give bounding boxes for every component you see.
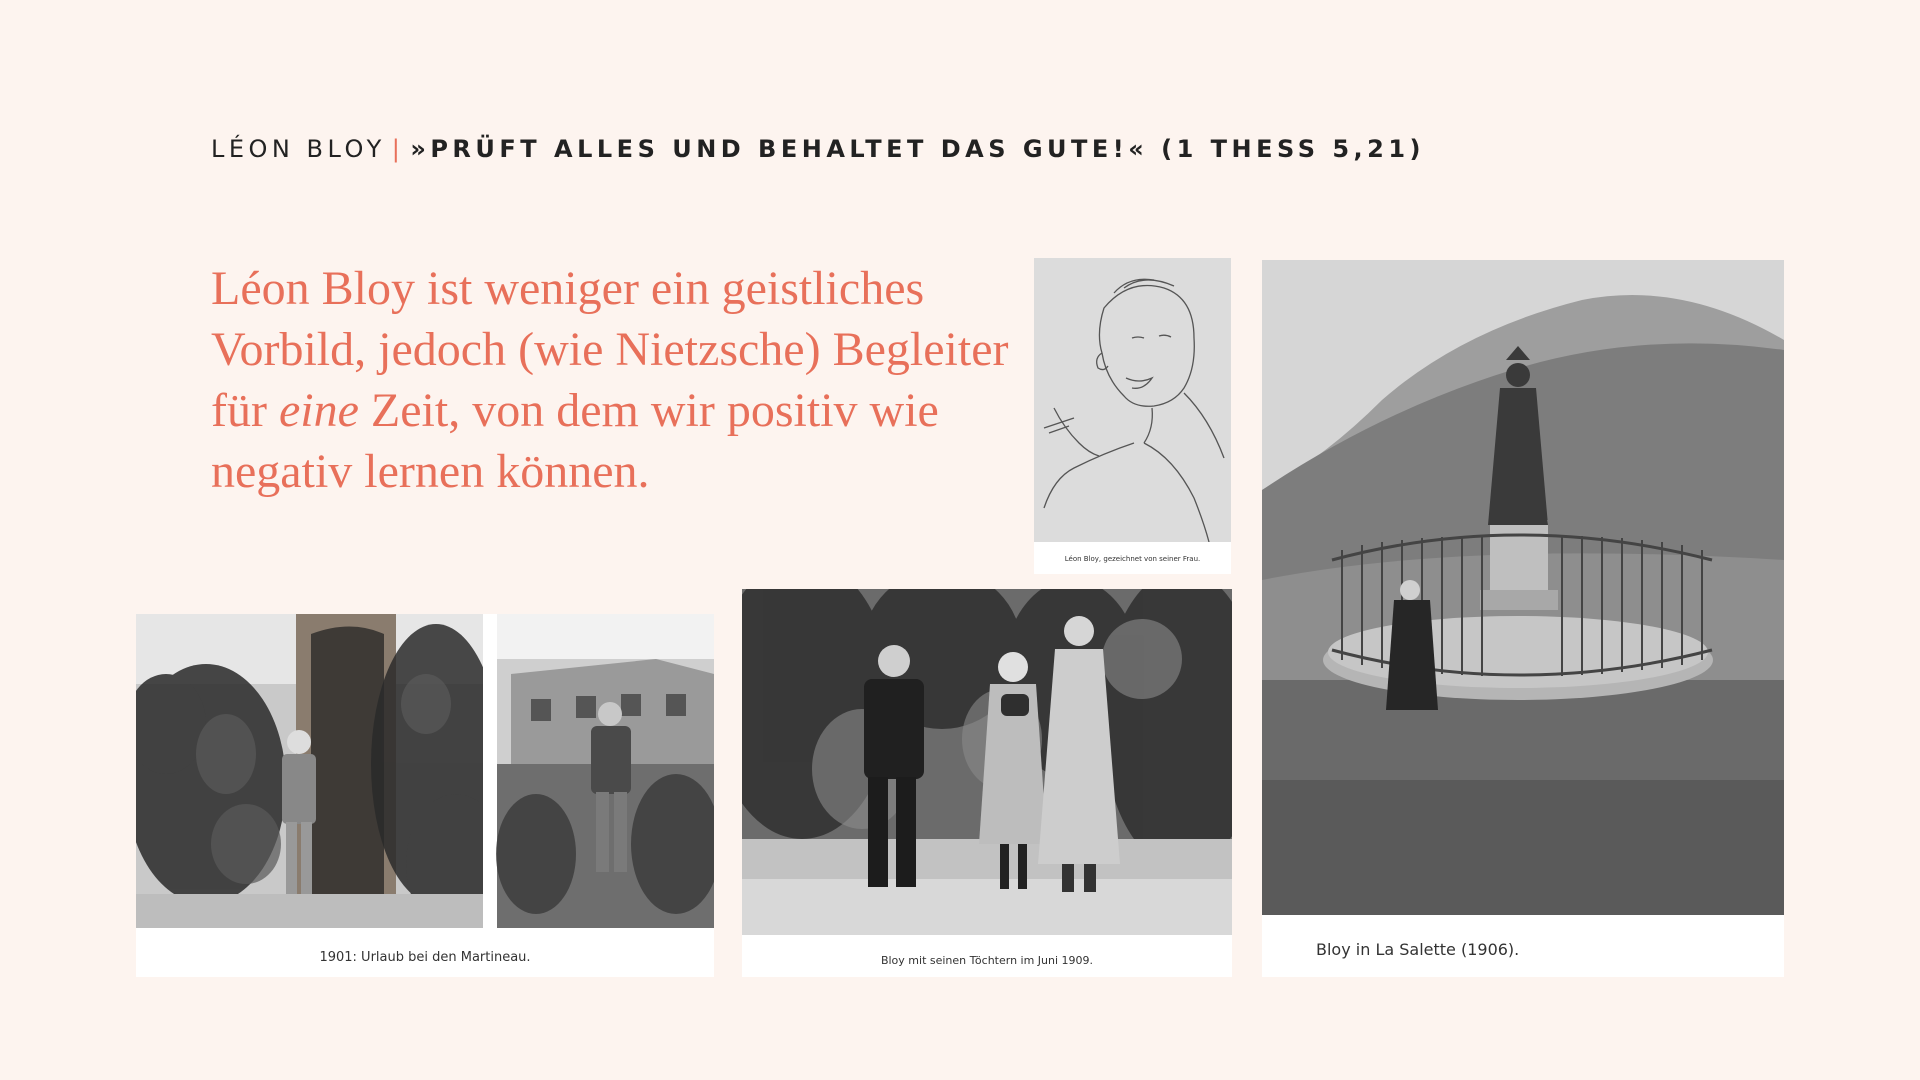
martineau-image xyxy=(136,614,714,928)
la-salette-image xyxy=(1262,260,1784,915)
caption-sketch: Léon Bloy, gezeichnet von seiner Frau. xyxy=(1064,555,1201,563)
photo-sketch-portrait xyxy=(1034,258,1231,574)
lead-text-part1: Léon Bloy ist weniger ein geistliches Vorbild, jedoch (wie Nietzsche) Begleiter für xyxy=(211,262,1009,437)
header-separator: | xyxy=(391,135,405,163)
header-author: LÉON BLOY xyxy=(211,135,386,163)
photo-bloy-daughters xyxy=(742,589,1232,977)
photo-la-salette xyxy=(1262,260,1784,977)
slide-header xyxy=(211,135,1425,163)
lead-emphasis: eine xyxy=(278,384,359,437)
caption-martineau: 1901: Urlaub bei den Martineau. xyxy=(319,950,531,965)
photo-martineau-vacation xyxy=(136,614,714,977)
daughters-image xyxy=(742,589,1232,935)
caption-daughters: Bloy mit seinen Töchtern im Juni 1909. xyxy=(880,954,1094,967)
sketch-portrait-image xyxy=(1034,258,1231,542)
caption-la-salette: Bloy in La Salette (1906). xyxy=(1316,940,1520,959)
header-quote: »PRÜFT ALLES UND BEHALTET DAS GUTE!« (1 THESS 5,21) xyxy=(410,135,1426,163)
lead-statement xyxy=(211,258,1011,502)
lead-text-part2: Zeit, von dem wir positiv wie negativ lernen können. xyxy=(211,384,939,498)
